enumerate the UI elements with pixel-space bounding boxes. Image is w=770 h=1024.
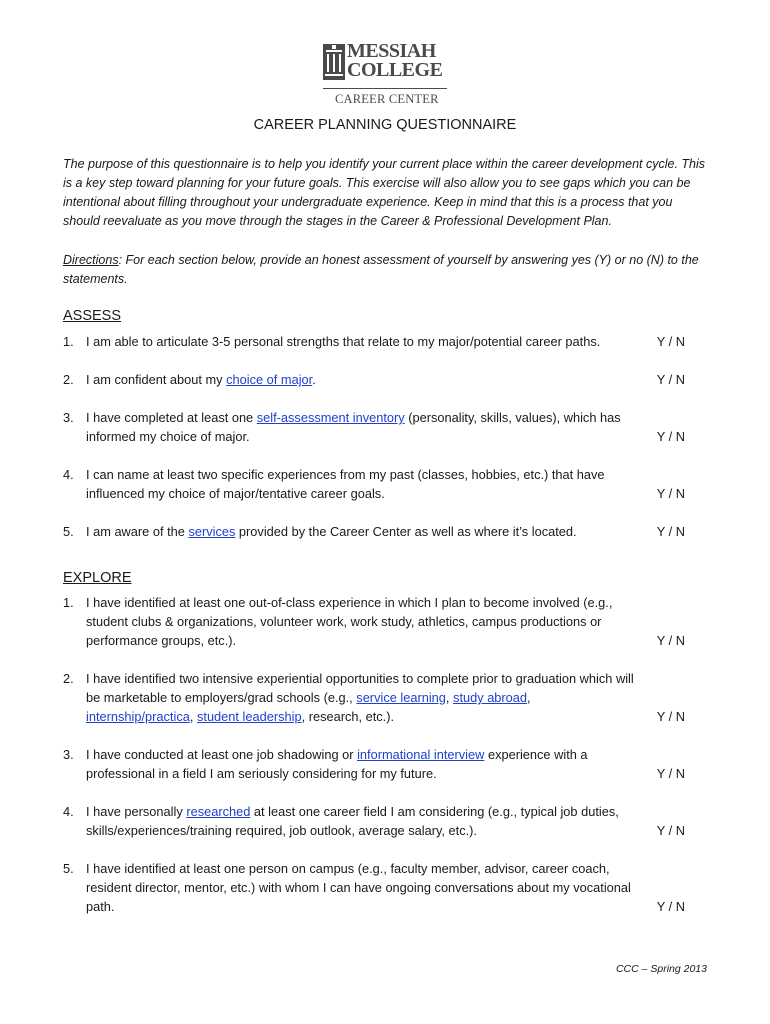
explore-item-5: 5. I have identified at least one person on campus (e.g., faculty member, advisor, career coach, resident director, mentor, etc.) with whom I can have ongoing conversations about my vocational path. Y / N xyxy=(63,861,685,914)
answer-y-n[interactable]: Y / N xyxy=(656,429,685,444)
explore-item-4: 4. I have personally researched at least one career field I am considering (e.g., typical job duties, skills/experiences/training required, job outlook, average salary, etc.). Y / N xyxy=(63,804,685,838)
answer-y-n[interactable]: Y / N xyxy=(656,633,685,648)
answer-y-n[interactable]: Y / N xyxy=(656,524,685,539)
service-learning-link[interactable]: service learning xyxy=(356,690,446,705)
directions-text: : For each section below, provide an honest assessment of yourself by answering yes (Y) or no (N) to the statements. xyxy=(63,253,699,286)
explore-item-3: 3. I have conducted at least one job shadowing or informational interview experience with a professional in a field I am seriously considering for my future. Y / N xyxy=(63,747,685,781)
researched-link[interactable]: researched xyxy=(186,804,251,819)
college-logo xyxy=(323,42,447,112)
assess-item-1: 1. I am able to articulate 3-5 personal strengths that relate to my major/potential career paths. Y / N xyxy=(63,334,685,349)
page-title: CAREER PLANNING QUESTIONNAIRE xyxy=(253,117,517,133)
student-leadership-link[interactable]: student leadership xyxy=(196,709,302,724)
college-name: MESSIAH COLLEGE xyxy=(347,40,443,81)
assess-item-5: 5. I am aware of the services provided by the Career Center as well as where it’s located. Y / N xyxy=(63,524,685,539)
explore-item-1: 1. I have identified at least one out-of-class experience in which I plan to become involved (e.g., student clubs & organizations, volunteer work, work study, athletics, campus productions or performance groups, etc.). Y / N xyxy=(63,595,685,648)
logo-divider xyxy=(323,88,447,89)
assess-item-3: 3. I have completed at least one self-assessment inventory (personality, skills, values), which has informed my choice of major. Y / N xyxy=(63,410,685,444)
assess-item-4: 4. I can name at least two specific experiences from my past (classes, hobbies, etc.) that have influenced my choice of major/tentative career goals. Y / N xyxy=(63,467,685,501)
choice-of-major-link[interactable]: choice of major xyxy=(226,372,313,387)
college-seal-icon xyxy=(323,44,345,80)
intro-paragraph: The purpose of this questionnaire is to help you identify your current place within the career development cycle. This is a key step toward planning for your future goals. This exercise will also allow you to see gaps which you can be intentional about filling throughout your undergraduate experience. Keep in mind that this is a process that you should reevaluate as you move through the stages in the Career & Professional Development Plan. xyxy=(63,157,706,228)
answer-y-n[interactable]: Y / N xyxy=(656,486,685,501)
explore-heading: EXPLORE xyxy=(63,570,132,586)
answer-y-n[interactable]: Y / N xyxy=(656,709,685,724)
department-name: CAREER CENTER xyxy=(335,92,439,106)
assess-heading: ASSESS xyxy=(63,308,122,324)
answer-y-n[interactable]: Y / N xyxy=(656,823,685,838)
footer-note: CCC – Spring 2013 xyxy=(615,963,707,975)
study-abroad-link[interactable]: study abroad xyxy=(453,690,528,705)
answer-y-n[interactable]: Y / N xyxy=(656,899,685,914)
assess-item-2: 2. I am confident about my choice of major. Y / N xyxy=(63,372,685,387)
directions-paragraph xyxy=(63,251,708,289)
internship-practica-link[interactable]: internship/practica xyxy=(86,709,190,724)
services-link[interactable]: services xyxy=(188,524,236,539)
answer-y-n[interactable]: Y / N xyxy=(656,334,685,349)
directions-label: Directions xyxy=(63,253,119,267)
informational-interview-link[interactable]: informational interview xyxy=(357,747,485,762)
explore-item-2: 2. I have identified two intensive experiential opportunities to complete prior to graduation which will be marketable to employers/grad schools (e.g., service learning, study abroad, internship/practica, student leadership, research, etc.). Y / N xyxy=(63,671,685,724)
self-assessment-inventory-link[interactable]: self-assessment inventory xyxy=(256,410,405,425)
answer-y-n[interactable]: Y / N xyxy=(656,372,685,387)
answer-y-n[interactable]: Y / N xyxy=(656,766,685,781)
